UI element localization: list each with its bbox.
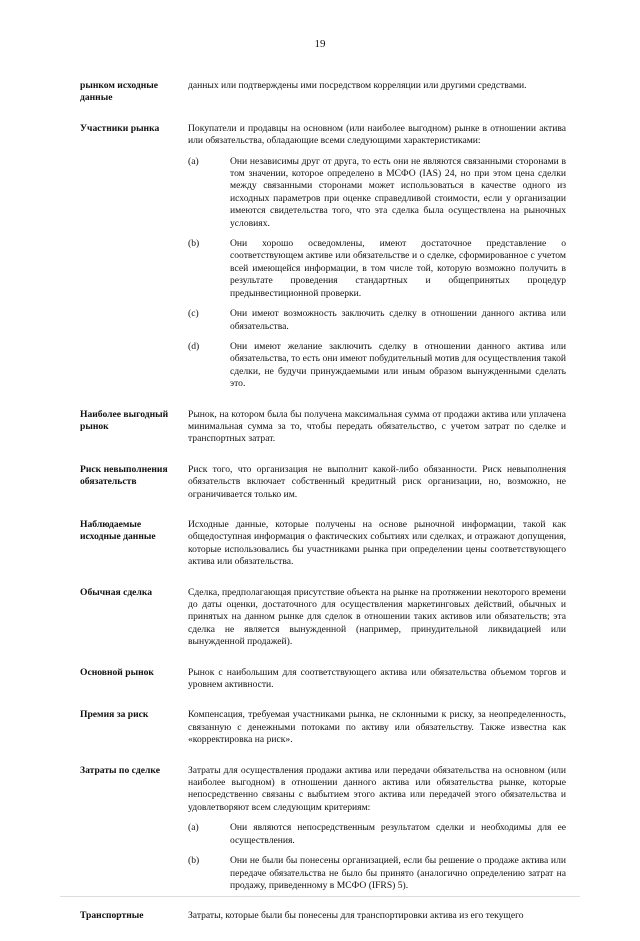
sublist-item-label: (b) <box>188 238 200 250</box>
glossary-definition <box>188 519 566 569</box>
glossary <box>80 80 566 941</box>
glossary-term: Транспортные <box>80 910 144 922</box>
glossary-entry <box>80 587 566 649</box>
page-number: 19 <box>314 38 326 50</box>
glossary-entry <box>80 765 566 893</box>
definition-sublist <box>188 156 566 391</box>
glossary-definition <box>188 123 566 391</box>
definition-text: Исходные данные, которые получены на основе рыночной информации, такой как общедоступная информация о фактических событиях или сделках, и отражают допущения, которые использовались бы участниками рынка при определении цены соответствующего актива или обязательства. <box>188 518 566 568</box>
glossary-entry <box>80 910 566 922</box>
glossary-entry <box>80 80 566 105</box>
glossary-entry <box>80 464 566 501</box>
glossary-entry <box>80 409 566 446</box>
sublist-item-label: (b) <box>188 855 200 867</box>
sublist-item-text: Они имеют желание заключить сделку в отношении данного актива или обязательства, то есть они имеют побудительный мотив для осуществления такой сделки, не будучи принуждаемыми или иным образом вынужденными сделать это. <box>230 340 566 390</box>
sublist-item <box>188 822 566 847</box>
sublist-item-label: (а) <box>188 155 199 167</box>
glossary-definition <box>188 709 566 746</box>
glossary-term: Наиболее выгодный рынок <box>80 408 169 432</box>
glossary-definition <box>188 765 566 893</box>
sublist-item <box>188 238 566 300</box>
glossary-term: Затраты по сделке <box>80 764 160 776</box>
sublist-item <box>188 341 566 391</box>
sublist-item-text: Они независимы друг от друга, то есть они не являются связанными сторонами в том значении, которое определено в МСФО (IAS) 24, но при этом цена сделки между связанными сторонами может использоваться в качестве одного из исходных параметров при оценке справедливой стоимости, если у организации имеются свидетельства того, что эта сделка была осуществлена на рыночных условиях. <box>230 155 566 229</box>
glossary-definition <box>188 409 566 446</box>
definition-text: Рынок, на котором была бы получена максимальная сумма от продажи актива или уплачена минимальная сумма за то, чтобы передать обязательство, с учетом затрат по сделке и транспортных затрат. <box>188 408 566 445</box>
sublist-item-label: (а) <box>188 822 199 834</box>
definition-text: Затраты для осуществления продажи актива или передачи обязательства на основном (или наиболее выгодном) в отношении данного актива или обязательства рынке, которые непосредственно связаны с выбытием этого актива или передачей этого обязательства и удовлетворяют всем следующим критериям: <box>188 764 566 813</box>
glossary-term: Основной рынок <box>80 666 154 678</box>
glossary-term: рынком исходные данные <box>80 80 159 104</box>
definition-text: данных или подтверждены ими посредством корреляции или другими средствами. <box>188 80 527 91</box>
glossary-definition <box>188 80 566 105</box>
definition-text: Рынок с наибольшим для соответствующего актива или обязательства объемом торгов и уровнем активности. <box>188 666 566 691</box>
page-bottom-edge <box>60 896 580 897</box>
definition-text: Сделка, предполагающая присутствие объекта на рынке на протяжении некоторого времени до даты оценки, достаточного для осуществления маркетинговых действий, обычных и принятых на данном рынке для сделок в отношении таких активов или обязательств; эта сделка не является вынужденной (например, принудительной ликвидацией или вынужденной продажей). <box>188 586 566 648</box>
sublist-item <box>188 308 566 333</box>
glossary-definition <box>188 587 566 649</box>
sublist-item <box>188 855 566 892</box>
sublist-item-text: Они хорошо осведомлены, имеют достаточное представление о соответствующем активе или обязательстве и о сделке, сформированное с учетом всей имеющейся информации, в том числе той, которую возможно получить в результате проведения стандартных и общепринятых процедур предынвестиционной проверки. <box>230 238 566 299</box>
glossary-term: Риск невыполнения обязательств <box>80 463 168 488</box>
sublist-item-label: (d) <box>188 340 200 352</box>
sublist-item-text: Они не были бы понесены организацией, если бы решение о продаже актива или передаче обязательства не было бы принято (аналогично определению затрат на продажу, приведенному в МСФО (IFRS) 5). <box>230 855 566 891</box>
glossary-definition <box>188 464 566 501</box>
glossary-term: Премия за риск <box>80 709 149 721</box>
glossary-term: Наблюдаемые исходные данные <box>80 518 156 543</box>
glossary-entry <box>80 667 566 692</box>
definition-text: Покупатели и продавцы на основном (или наиболее выгодном) рынке в отношении актива или обязательства, обладающие всеми следующими характеристиками: <box>188 122 566 147</box>
glossary-term: Участники рынка <box>80 122 160 134</box>
sublist-item-text: Они имеют возможность заключить сделку в отношении данного актива или обязательства. <box>230 308 566 332</box>
definition-text: Затраты, которые были бы понесены для транспортировки актива из его текущего <box>188 910 524 922</box>
sublist-item <box>188 156 566 230</box>
definition-sublist <box>188 822 566 892</box>
definition-text: Риск того, что организация не выполнит какой-либо обязанности. Риск невыполнения обязательств включает собственный кредитный риск организации, но, возможно, не ограничивается только им. <box>188 463 566 500</box>
glossary-definition <box>188 667 566 692</box>
sublist-item-label: (с) <box>188 308 199 320</box>
sublist-item-text: Они являются непосредственным результатом сделки и необходимы для ее осуществления. <box>230 822 566 846</box>
glossary-term: Обычная сделка <box>80 586 153 598</box>
definition-text: Компенсация, требуемая участниками рынка, не склонными к риску, за неопределенность, связанную с денежными потоками по активу или обязательству. Также известна как «корректировка на риск». <box>188 709 566 746</box>
glossary-entry <box>80 709 566 746</box>
glossary-entry <box>80 123 566 391</box>
glossary-definition <box>188 910 566 922</box>
glossary-entry <box>80 519 566 569</box>
